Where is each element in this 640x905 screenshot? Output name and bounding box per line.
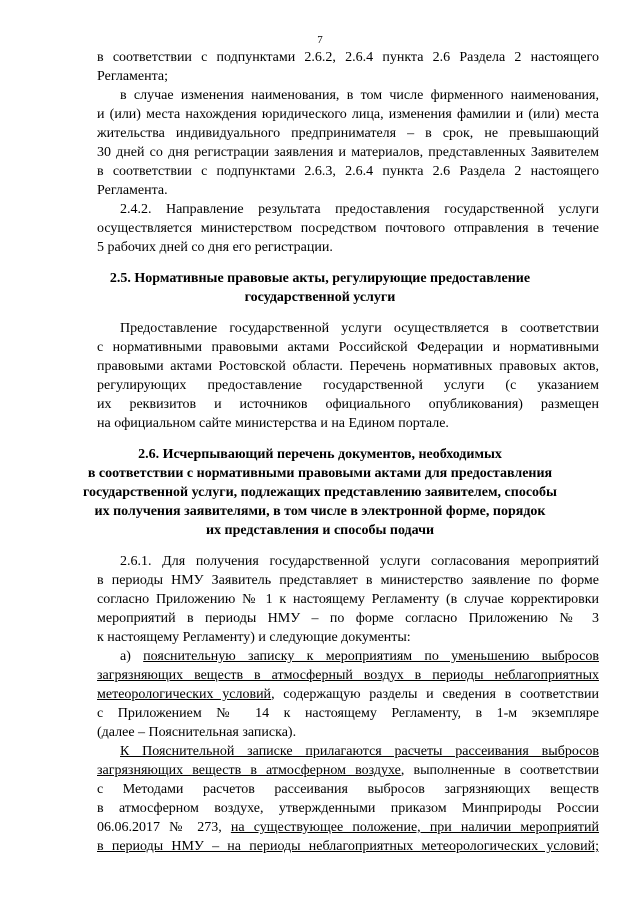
text-line: Регламента; <box>97 69 169 84</box>
section-heading: государственной услуги, подлежащих представлению заявителем, способы <box>83 485 557 500</box>
text-line: (далее – Пояснительная записка). <box>97 725 297 740</box>
text-span: , содержащую разделы и сведения в соответствии <box>271 687 600 702</box>
section-heading: 2.6. Исчерпывающий перечень документов, необходимых <box>138 447 502 462</box>
text-line <box>97 762 599 780</box>
text-line <box>97 686 599 704</box>
text-line: в случае изменения наименования, в том числе фирменного наименования, <box>120 88 599 103</box>
text-line: Регламента. <box>97 183 168 198</box>
text-line: правовыми актами Ростовской области. Перечень нормативных правовых актов, <box>97 359 599 374</box>
section-heading: 2.5. Нормативные правовые акты, регулирующие предоставление <box>109 271 531 286</box>
text-line: 2.6.1. Для получения государственной услуги согласования мероприятий <box>120 554 599 569</box>
section-heading: в соответствии с нормативными правовыми актами для предоставления <box>87 466 553 481</box>
section-heading: их представления и способы подачи <box>205 523 435 538</box>
text-line <box>97 819 599 837</box>
text-span: , выполненные в соответствии <box>400 763 599 778</box>
text-line: в атмосферном воздухе, утвержденными приказом Минприроды России <box>97 801 599 816</box>
text-line: с Приложением № 14 к настоящему Регламенту, в 1-м экземпляре <box>97 706 599 721</box>
text-line: с Методами расчетов рассеивания выбросов загрязняющих веществ <box>97 782 599 797</box>
text-line: осуществляется министерством посредством почтового отправления в течение <box>97 221 599 236</box>
text-line: согласно Приложению № 1 к настоящему Регламенту (в случае корректировки <box>97 592 599 607</box>
text-line: мероприятий в периоды НМУ – по форме согласно Приложению № 3 <box>97 611 599 626</box>
text-line: 2.4.2. Направление результата предоставления государственной услуги <box>120 202 599 217</box>
text-line: на официальном сайте министерства и на Едином портале. <box>97 416 449 431</box>
underlined-line: в периоды НМУ – на периоды неблагоприятных метеорологических условий; <box>97 839 599 854</box>
underlined-text: метеорологических условий <box>97 687 272 702</box>
underlined-line: К Пояснительной записке прилагаются расчеты рассеивания выбросов <box>120 744 599 759</box>
text-line: их реквизитов и источников официального опубликования) размещен <box>97 397 599 412</box>
text-line: и (или) места нахождения юридического лица, изменения фамилии и (или) места <box>97 107 599 122</box>
underlined-text: на существующее положение, при наличии мероприятий <box>230 820 599 835</box>
text-span: 06.06.2017 № 273, <box>97 820 231 835</box>
underlined-text: пояснительную записку к мероприятиям по уменьшению выбросов <box>143 649 599 664</box>
text-line: в соответствии с подпунктами 2.6.3, 2.6.4 пункта 2.6 Раздела 2 настоящего <box>97 164 599 179</box>
section-heading: государственной услуги <box>244 290 396 305</box>
text-line: жительства индивидуального предпринимателя – в срок, не превышающий <box>97 126 599 141</box>
text-line: 30 дней со дня регистрации заявления и материалов, представленных Заявителем <box>97 145 599 160</box>
text-line <box>120 648 599 666</box>
text-span: а) <box>120 649 144 664</box>
text-line: с нормативными правовыми актами Российской Федерации и нормативными <box>97 340 599 355</box>
text-line: Предоставление государственной услуги осуществляется в соответствии <box>120 321 599 336</box>
underlined-text: загрязняющих веществ в атмосферном воздухе <box>97 763 401 778</box>
text-line: регулирующих предоставление государственной услуги (с указанием <box>97 378 599 393</box>
text-line: 5 рабочих дней со дня его регистрации. <box>97 240 333 255</box>
text-line: в соответствии с подпунктами 2.6.2, 2.6.4 пункта 2.6 Раздела 2 настоящего <box>97 50 599 65</box>
underlined-line: загрязняющих веществ в атмосферный воздух в периоды неблагоприятных <box>97 668 599 683</box>
text-line: в периоды НМУ Заявитель представляет в министерство заявление по форме <box>97 573 599 588</box>
section-heading: их получения заявителями, в том числе в электронной форме, порядок <box>94 504 546 519</box>
page-number: 7 <box>317 34 323 46</box>
text-line: к настоящему Регламенту) и следующие документы: <box>97 630 411 645</box>
